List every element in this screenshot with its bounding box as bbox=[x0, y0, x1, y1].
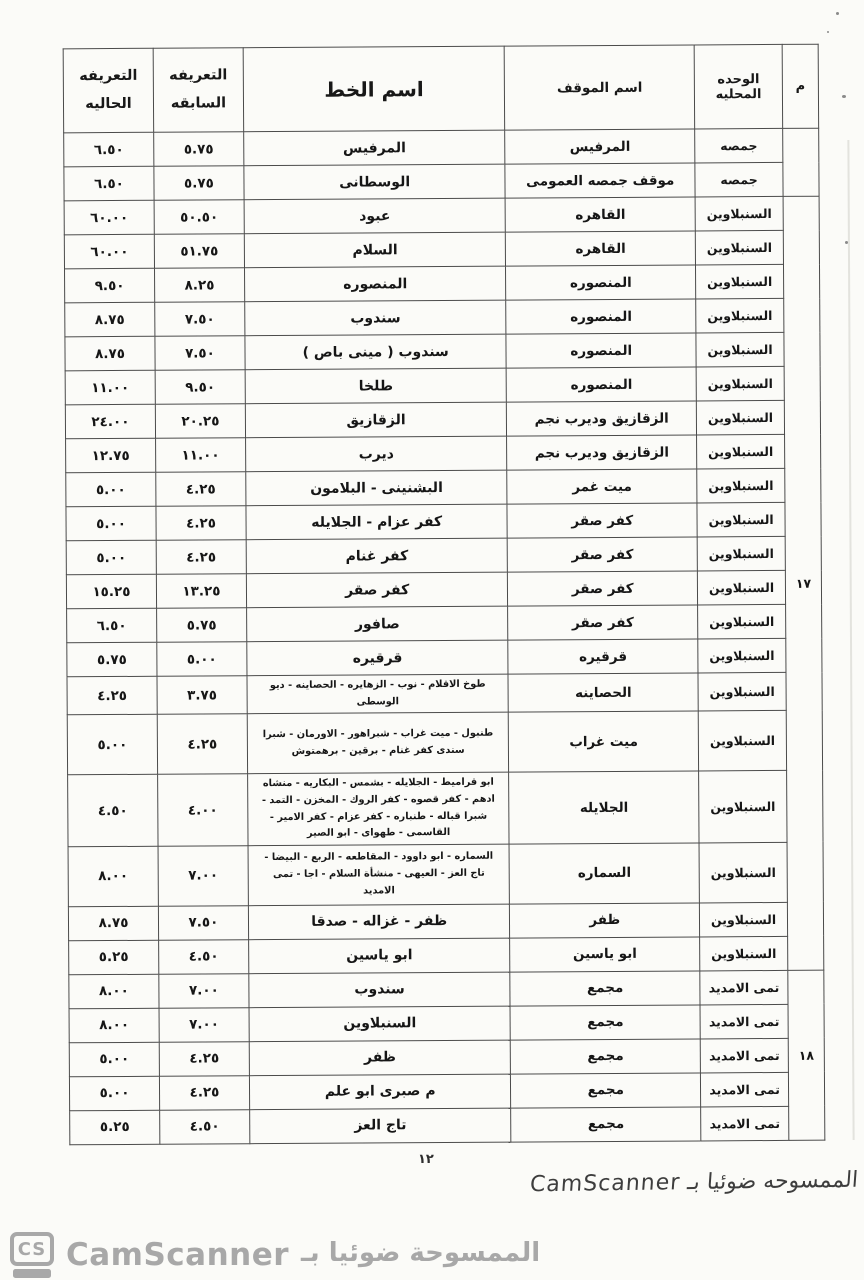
previous-tariff-cell: ٧.٠٠ bbox=[159, 974, 249, 1009]
line-name-cell: البشنينى - البلامون bbox=[246, 470, 508, 506]
local-unit-cell: السنبلاوين bbox=[697, 502, 785, 537]
table-row bbox=[67, 604, 822, 643]
local-unit-cell: تمى الامديد bbox=[700, 1004, 788, 1039]
previous-tariff-cell: ٨.٢٥ bbox=[154, 268, 244, 303]
stop-name-cell: ابو ياسين bbox=[510, 937, 700, 972]
previous-tariff-cell: ٤.٢٥ bbox=[159, 1076, 249, 1111]
line-name-cell: المنصوره bbox=[244, 266, 506, 302]
local-unit-cell: السنبلاوين bbox=[697, 468, 785, 503]
current-tariff-cell: ٥.٢٥ bbox=[69, 940, 159, 975]
line-name-cell: السنبلاوين bbox=[249, 1006, 511, 1042]
current-tariff-cell: ٨.٠٠ bbox=[68, 846, 158, 907]
previous-tariff-cell: ٧.٠٠ bbox=[158, 846, 248, 907]
table-row bbox=[65, 400, 820, 439]
line-name-cell: قرقيره bbox=[247, 640, 509, 676]
line-name-cell: كفر غنام bbox=[246, 538, 508, 574]
line-name-cell: صافور bbox=[246, 606, 508, 642]
local-unit-cell: تمى الامديد bbox=[700, 1038, 788, 1073]
current-tariff-cell: ٥.٠٠ bbox=[67, 715, 157, 776]
table-row bbox=[69, 1038, 824, 1077]
previous-tariff-cell: ٩.٥٠ bbox=[155, 370, 245, 405]
camscanner-logo-icon bbox=[10, 1232, 54, 1278]
table-row bbox=[68, 842, 823, 907]
stop-name-cell: مجمع bbox=[510, 1005, 700, 1040]
local-unit-cell: السنبلاوين bbox=[698, 672, 786, 711]
stop-name-cell: القاهره bbox=[506, 231, 696, 266]
line-name-cell: طلخا bbox=[245, 368, 507, 404]
header-local-unit: الوحده المحليه bbox=[694, 44, 782, 129]
stop-name-cell: مجمع bbox=[511, 1073, 701, 1108]
current-tariff-cell: ٦.٥٠ bbox=[67, 608, 157, 643]
stop-name-cell: ميت غمر bbox=[507, 469, 697, 504]
previous-tariff-cell: ٢٠.٢٥ bbox=[155, 404, 245, 439]
camscanner-arabic-text: الممسوحة ضوئيا بـ bbox=[301, 1238, 541, 1268]
table-row bbox=[67, 638, 822, 677]
stop-name-cell: كفر صقر bbox=[507, 503, 697, 538]
table-row bbox=[67, 710, 822, 775]
previous-tariff-cell: ٥.٠٠ bbox=[157, 642, 247, 677]
previous-tariff-cell: ٤.٥٠ bbox=[160, 1110, 250, 1145]
local-unit-cell: السنبلاوين bbox=[698, 711, 786, 772]
local-unit-cell: السنبلاوين bbox=[696, 332, 784, 367]
line-name-cell: طوخ الاقلام - نوب - الزهايره - الحصاينه - ديو الوسطى bbox=[247, 674, 509, 714]
current-tariff-cell: ٨.٠٠ bbox=[69, 974, 159, 1009]
current-tariff-cell: ٦.٥٠ bbox=[64, 132, 154, 167]
stop-name-cell: مجمع bbox=[511, 1039, 701, 1074]
header-stop-name: اسم الموقف bbox=[505, 45, 695, 130]
header-previous-tariff: التعريفه السابقه bbox=[153, 48, 243, 133]
stop-name-cell: الجلايله bbox=[509, 771, 699, 844]
previous-tariff-cell: ٤.٠٠ bbox=[158, 774, 248, 846]
local-unit-cell: السنبلاوين bbox=[699, 842, 787, 903]
line-name-cell: ابو قراميط - الجلايله - بشمس - البكاريه - منشاه ادهم - كفر قصوه - كفر الروك - المخزن - التمد - شبرا قباله - طنباره - كفر عزام - كفر الامير - القاسمى - طهواى - ابو الصير bbox=[247, 772, 509, 845]
previous-tariff-cell: ٥.٧٥ bbox=[154, 166, 244, 201]
stop-name-cell: المنصوره bbox=[506, 333, 696, 368]
scan-speck bbox=[842, 95, 846, 98]
current-tariff-cell: ١٢.٧٥ bbox=[66, 438, 156, 473]
line-name-cell: سندوب ( مينى باص ) bbox=[245, 334, 507, 370]
camscanner-brand-text: CamScanner bbox=[66, 1237, 290, 1273]
scan-speck bbox=[845, 241, 848, 244]
previous-tariff-cell: ٤.٢٥ bbox=[156, 540, 246, 575]
line-name-cell: كفر عزام - الجلايله bbox=[246, 504, 508, 540]
table-row bbox=[65, 264, 820, 303]
stop-name-cell: مجمع bbox=[510, 971, 700, 1006]
table-row bbox=[65, 366, 820, 405]
line-name-cell: السلام bbox=[244, 232, 506, 268]
camscanner-handwritten-watermark: الممسوحه ضوئيا بـ CamScanner bbox=[529, 1167, 859, 1198]
table-row bbox=[65, 298, 820, 337]
current-tariff-cell: ٦٠.٠٠ bbox=[64, 200, 154, 235]
local-unit-cell: السنبلاوين bbox=[696, 298, 784, 333]
previous-tariff-cell: ٥.٧٥ bbox=[154, 132, 244, 167]
table-row bbox=[69, 970, 824, 1009]
stop-name-cell: السماره bbox=[509, 843, 699, 904]
line-name-cell: ديرب bbox=[245, 436, 507, 472]
local-unit-cell: تمى الامديد bbox=[700, 970, 788, 1005]
previous-tariff-cell: ٥٠.٥٠ bbox=[154, 200, 244, 235]
cs-logo-base bbox=[13, 1269, 51, 1278]
current-tariff-cell: ١١.٠٠ bbox=[65, 370, 155, 405]
paper-fold-line bbox=[847, 140, 854, 1140]
current-tariff-cell: ٥.٠٠ bbox=[66, 472, 156, 507]
local-unit-cell: السنبلاوين bbox=[696, 264, 784, 299]
line-name-cell: عبود bbox=[244, 198, 506, 234]
local-unit-cell: السنبلاوين bbox=[697, 570, 785, 605]
row-group-number-cell: ١٧ bbox=[783, 196, 824, 970]
local-unit-cell: جمصه bbox=[695, 128, 783, 163]
previous-tariff-cell: ٣.٧٥ bbox=[157, 676, 247, 715]
table-row bbox=[70, 1106, 825, 1145]
previous-tariff-cell: ٧.٥٠ bbox=[155, 336, 245, 371]
line-name-cell: تاج العز bbox=[250, 1108, 512, 1144]
line-name-cell: ظفر bbox=[249, 1040, 511, 1076]
table-row bbox=[64, 162, 819, 201]
local-unit-cell: السنبلاوين bbox=[700, 936, 788, 971]
previous-tariff-cell: ٤.٢٥ bbox=[156, 506, 246, 541]
stop-name-cell: مجمع bbox=[511, 1107, 701, 1142]
stop-name-cell: ظفر bbox=[510, 903, 700, 938]
header-serial: م bbox=[782, 44, 818, 128]
previous-tariff-cell: ٤.٢٥ bbox=[159, 1042, 249, 1077]
local-unit-cell: تمى الامديد bbox=[701, 1106, 789, 1141]
page-number: ١٢ bbox=[418, 1152, 434, 1167]
current-tariff-cell: ٦٠.٠٠ bbox=[64, 234, 154, 269]
current-tariff-cell: ٥.٠٠ bbox=[69, 1042, 159, 1077]
previous-tariff-cell: ٧.٥٠ bbox=[155, 302, 245, 337]
table-row bbox=[66, 502, 821, 541]
stop-name-cell: المنصوره bbox=[507, 367, 697, 402]
current-tariff-cell: ٨.٠٠ bbox=[69, 1008, 159, 1043]
previous-tariff-cell: ٤.٢٥ bbox=[157, 714, 247, 775]
stop-name-cell: المرفيس bbox=[505, 129, 695, 164]
table-row bbox=[69, 936, 824, 975]
stop-name-cell: موقف جمصه العمومى bbox=[505, 163, 695, 198]
stop-name-cell: القاهره bbox=[506, 197, 696, 232]
camscanner-footer bbox=[10, 1232, 540, 1278]
table-row bbox=[67, 672, 822, 715]
local-unit-cell: السنبلاوين bbox=[699, 771, 787, 843]
current-tariff-cell: ٥.٧٥ bbox=[67, 642, 157, 677]
current-tariff-cell: ٥.٢٥ bbox=[70, 1110, 160, 1145]
current-tariff-cell: ٦.٥٠ bbox=[64, 166, 154, 201]
current-tariff-cell: ٨.٧٥ bbox=[65, 302, 155, 337]
local-unit-cell: السنبلاوين bbox=[697, 536, 785, 571]
previous-tariff-cell: ٥.٧٥ bbox=[157, 608, 247, 643]
current-tariff-cell: ٤.٥٠ bbox=[68, 775, 158, 847]
previous-tariff-cell: ٧.٠٠ bbox=[159, 1008, 249, 1043]
table-row bbox=[69, 1072, 824, 1111]
line-name-cell: الزقازيق bbox=[245, 402, 507, 438]
stop-name-cell: الزقازيق وديرب نجم bbox=[507, 401, 697, 436]
table-row bbox=[66, 434, 821, 473]
table-row bbox=[64, 128, 819, 167]
line-name-cell: الوسطانى bbox=[244, 164, 506, 200]
table-row bbox=[68, 770, 823, 846]
table-row bbox=[68, 902, 823, 941]
table-row bbox=[64, 230, 819, 269]
current-tariff-cell: ٥.٠٠ bbox=[66, 540, 156, 575]
scan-speck bbox=[836, 12, 839, 15]
line-name-cell: السماره - ابو داوود - المقاطعه - الربع - البيضا - تاج العز - العيهى - منشأة السلام - اجا - تمى الامديد bbox=[248, 844, 510, 906]
local-unit-cell: السنبلاوين bbox=[695, 196, 783, 231]
previous-tariff-cell: ١٣.٢٥ bbox=[156, 574, 246, 609]
stop-name-cell: قرقيره bbox=[508, 639, 698, 674]
current-tariff-cell: ٨.٧٥ bbox=[65, 336, 155, 371]
previous-tariff-cell: ٥١.٧٥ bbox=[154, 234, 244, 269]
table-row bbox=[66, 468, 821, 507]
stop-name-cell: كفر صقر bbox=[508, 605, 698, 640]
previous-tariff-cell: ٤.٥٠ bbox=[159, 940, 249, 975]
stop-name-cell: ميت غراب bbox=[509, 711, 699, 772]
table-row bbox=[64, 196, 819, 235]
header-current-tariff: التعريفه الحاليه bbox=[63, 48, 153, 133]
line-name-cell: ظفر - غزاله - صدقا bbox=[248, 904, 510, 940]
line-name-cell: المرفيس bbox=[244, 130, 506, 166]
local-unit-cell: السنبلاوين bbox=[698, 604, 786, 639]
current-tariff-cell: ٥.٠٠ bbox=[66, 506, 156, 541]
line-name-cell: ابو ياسين bbox=[249, 938, 511, 974]
current-tariff-cell: ١٥.٢٥ bbox=[66, 574, 156, 609]
current-tariff-cell: ٥.٠٠ bbox=[69, 1076, 159, 1111]
local-unit-cell: جمصه bbox=[695, 162, 783, 197]
local-unit-cell: السنبلاوين bbox=[696, 366, 784, 401]
stop-name-cell: كفر صقر bbox=[508, 537, 698, 572]
previous-tariff-cell: ١١.٠٠ bbox=[156, 438, 246, 473]
local-unit-cell: السنبلاوين bbox=[698, 638, 786, 673]
line-name-cell: سندوب bbox=[245, 300, 507, 336]
scan-speck bbox=[827, 31, 829, 33]
line-name-cell: سندوب bbox=[249, 972, 511, 1008]
stop-name-cell: الحصاينه bbox=[508, 673, 698, 712]
table-row bbox=[69, 1004, 824, 1043]
previous-tariff-cell: ٧.٥٠ bbox=[158, 906, 248, 941]
stop-name-cell: كفر صقر bbox=[508, 571, 698, 606]
current-tariff-cell: ٢٤.٠٠ bbox=[65, 404, 155, 439]
table-row bbox=[66, 570, 821, 609]
current-tariff-cell: ٨.٧٥ bbox=[68, 906, 158, 941]
line-name-cell: كفر صقر bbox=[246, 572, 508, 608]
line-name-cell: طنبول - ميت غراب - شبراهور - الاورمان - شبرا سندى كفر غنام - برقين - برهمتوش bbox=[247, 712, 509, 774]
tariff-table-body bbox=[64, 128, 825, 1144]
stop-name-cell: الزقازيق وديرب نجم bbox=[507, 435, 697, 470]
row-group-number-cell bbox=[783, 128, 819, 196]
header-line-name: اسم الخط bbox=[243, 46, 505, 132]
stop-name-cell: المنصوره bbox=[506, 265, 696, 300]
local-unit-cell: السنبلاوين bbox=[696, 400, 784, 435]
local-unit-cell: تمى الامديد bbox=[701, 1072, 789, 1107]
table-row bbox=[66, 536, 821, 575]
line-name-cell: م صبرى ابو علم bbox=[249, 1074, 511, 1110]
local-unit-cell: السنبلاوين bbox=[699, 902, 787, 937]
cs-logo-letters: CS bbox=[10, 1232, 54, 1266]
current-tariff-cell: ٩.٥٠ bbox=[65, 268, 155, 303]
local-unit-cell: السنبلاوين bbox=[695, 230, 783, 265]
previous-tariff-cell: ٤.٢٥ bbox=[156, 472, 246, 507]
current-tariff-cell: ٤.٢٥ bbox=[67, 676, 157, 715]
table-header-row bbox=[63, 44, 818, 133]
table-row bbox=[65, 332, 820, 371]
local-unit-cell: السنبلاوين bbox=[697, 434, 785, 469]
stop-name-cell: المنصوره bbox=[506, 299, 696, 334]
row-group-number-cell: ١٨ bbox=[788, 970, 825, 1140]
tariff-table bbox=[63, 44, 826, 1145]
